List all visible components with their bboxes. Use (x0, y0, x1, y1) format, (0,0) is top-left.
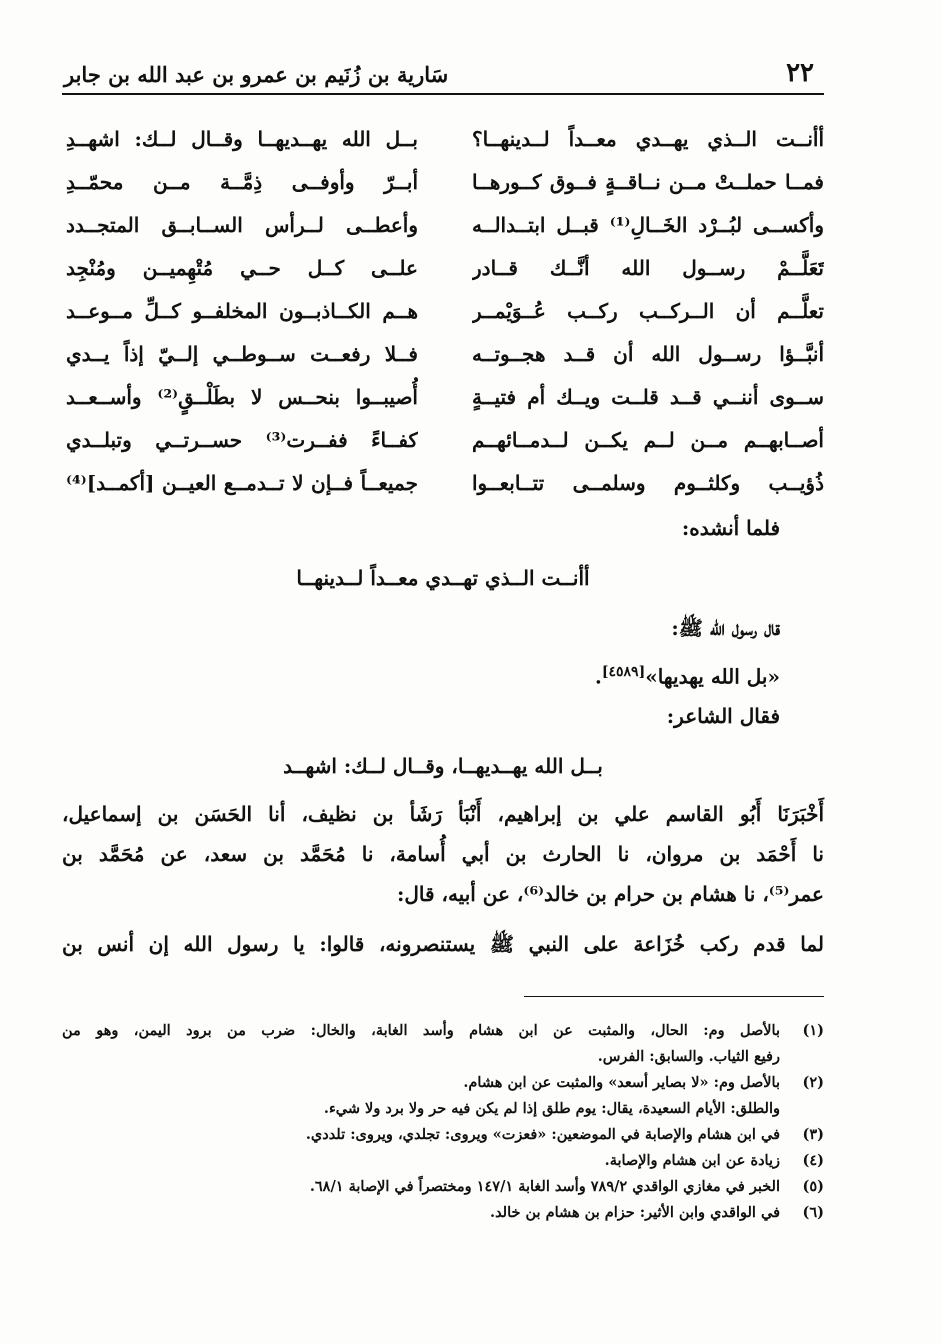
running-title: سَارية بن زُنَيم بن عمرو بن عبد الله بن جابر (64, 62, 449, 87)
page-number: ٢٢ (786, 58, 814, 88)
footnote-1 (62, 1018, 824, 1044)
isnad-line: أَخْبَرَنَا أَبُو القاسم علي بن إبراهيم، أَنْبَأ رَشَأ بن نظيف، أنا الحَسَن بن إسماعيل، (62, 802, 824, 826)
footnote-text: في ابن هشام والإصابة في الموضعين: «فعزت» ويروى: تجلدي، ويروى: تلددي. (305, 1126, 780, 1143)
intro-line: فلما أنشده: (681, 516, 780, 540)
verse-hemistich: هــم الكــاذبــون المخلفــو كــلِّ مــوعــد (66, 299, 418, 323)
prophet-reply-line (62, 650, 780, 694)
prophet-said-line: قال رسول الله ﷺ: (671, 616, 780, 640)
verse-hemistich: تعلَّــم أن الــركــب ركــب عُــوَيْمــر (472, 299, 824, 323)
isnad-line: نا أَحْمَد بن مروان، نا الحارث بن أبي أُسامة، نا مُحَمَّد بن سعد، عن مُحَمَّد بن (62, 842, 824, 866)
footnote-text: بالأصل وم: الحال، والمثبت عن ابن هشام وأسد الغابة، والخال: ضرب من برود اليمن، وهو من (62, 1022, 780, 1039)
footnote-2-continued: والطلق: الأيام السعيدة، يقال: يوم طلق إذا لم يكن فيه حر ولا برد ولا شيء. (323, 1100, 780, 1117)
footnote-text: في الواقدي وابن الأثير: حزام بن هشام بن خالد. (490, 1204, 780, 1221)
poet-said-line: فقال الشاعر: (666, 704, 780, 728)
footnote-text: بالأصل وم: «لا بصاير أسعد» والمثبت عن ابن هشام. (463, 1074, 780, 1091)
footnote-text: الخبر في مغازي الواقدي ٧٨٩/٢ وأسد الغابة ١٤٧/١ ومختصراً في الإصابة ٦٨/١. (309, 1178, 780, 1195)
footnote-5 (62, 1174, 824, 1200)
footnote-number: (٤) (802, 1152, 824, 1169)
hadith-number: [٤٥٨٩] (601, 664, 646, 680)
footnote-number: (٢) (802, 1074, 824, 1091)
quoted-verse-1: أأنــت الــذي تهــدي معــداً لــدينهــا (296, 566, 590, 590)
poem (62, 118, 824, 498)
verse-hemistich: كفــاءً ففــرت⁽³⁾ حســرتــي وتبلــدي (66, 428, 418, 452)
verse-hemistich: ســوى أننــي قــد قلــت ويــك أم فتيــةٍ (472, 385, 824, 409)
header-rule (62, 93, 824, 95)
prophet-reply: «بل الله يهديها» (645, 664, 780, 689)
verse-hemistich: وأكســى لبُــرْد الخَــالِ⁽¹⁾ قبــل ابتــدالــه (472, 213, 824, 237)
poem-left-column (66, 118, 418, 505)
verse-hemistich: بــل الله يهــديهــا وقــال لــك: اشهــدِ (66, 127, 418, 151)
footnote-number: (٦) (802, 1204, 824, 1221)
verse-hemistich: جميعــاً فــإن لا تــدمــع العيــن [أكمــد]⁽⁴⁾ (66, 471, 418, 495)
verse-hemistich: أنبَّــؤا رســول الله أن قــد هجــوتــه (472, 342, 824, 366)
verse-hemistich: ذُؤيــب وكلثــوم وسلمــى تتــابعــوا (472, 471, 824, 495)
body-text (62, 506, 824, 964)
isnad-line: عمر⁽⁵⁾، نا هشام بن حرام بن خالد⁽⁶⁾، عن أبيه، قال: (396, 882, 824, 906)
verse-hemistich: تَعَلَّــمْ رســول الله أنَّــك قــادر (472, 256, 824, 280)
footnote-6 (62, 1200, 824, 1226)
verse-hemistich: فــلا رفعــت ســوطــي إلــيّ إذاً يــدي (66, 342, 418, 366)
footnote-number: (١) (802, 1022, 824, 1039)
footnote-text: زيادة عن ابن هشام والإصابة. (604, 1152, 780, 1169)
footnote-3 (62, 1122, 824, 1148)
footnote-number: (٣) (802, 1126, 824, 1143)
book-page (62, 48, 824, 1308)
footnotes (62, 1018, 824, 1226)
page-header (62, 58, 824, 96)
quoted-verse-2: بــل الله يهــديهــا، وقــال لــك: اشهــد (283, 754, 603, 778)
footnote-2 (62, 1070, 824, 1096)
verse-hemistich: فمــا حملــتْ مــن نــاقــةٍ فــوق كــورهــا (472, 170, 824, 194)
narration-line: لما قدم ركب خُزَاعة على النبي ﷺ يستنصرونه، قالوا: يا رسول الله إن أنس بن (62, 932, 824, 956)
poem-right-column (472, 118, 824, 505)
footnote-4 (62, 1148, 824, 1174)
verse-hemistich: أأنــت الــذي يهــدي معــداً لــدينهــا؟ (472, 127, 824, 151)
reply-end: . (594, 664, 602, 689)
verse-hemistich: أُصيبــوا بنحــس لا بطَلْــقٍ⁽²⁾ وأســعــد (66, 385, 418, 409)
verse-hemistich: علــى كــل حــي مُتْهِميــن ومُنْجِد (66, 256, 418, 280)
footnote-number: (٥) (802, 1178, 824, 1195)
verse-hemistich: أبــرّ وأوفــى ذِمَّــة مــن محمّــدِ (66, 170, 418, 194)
verse-hemistich: وأعطــى لــرأس الســابــق المتجــدد (66, 213, 418, 237)
footnote-rule (524, 996, 824, 997)
footnote-1-continued: رفيع الثياب. والسابق: الفرس. (597, 1048, 780, 1065)
verse-hemistich: أصــابهــم مــن لــم يكــن لــدمــائهــم (472, 428, 824, 452)
